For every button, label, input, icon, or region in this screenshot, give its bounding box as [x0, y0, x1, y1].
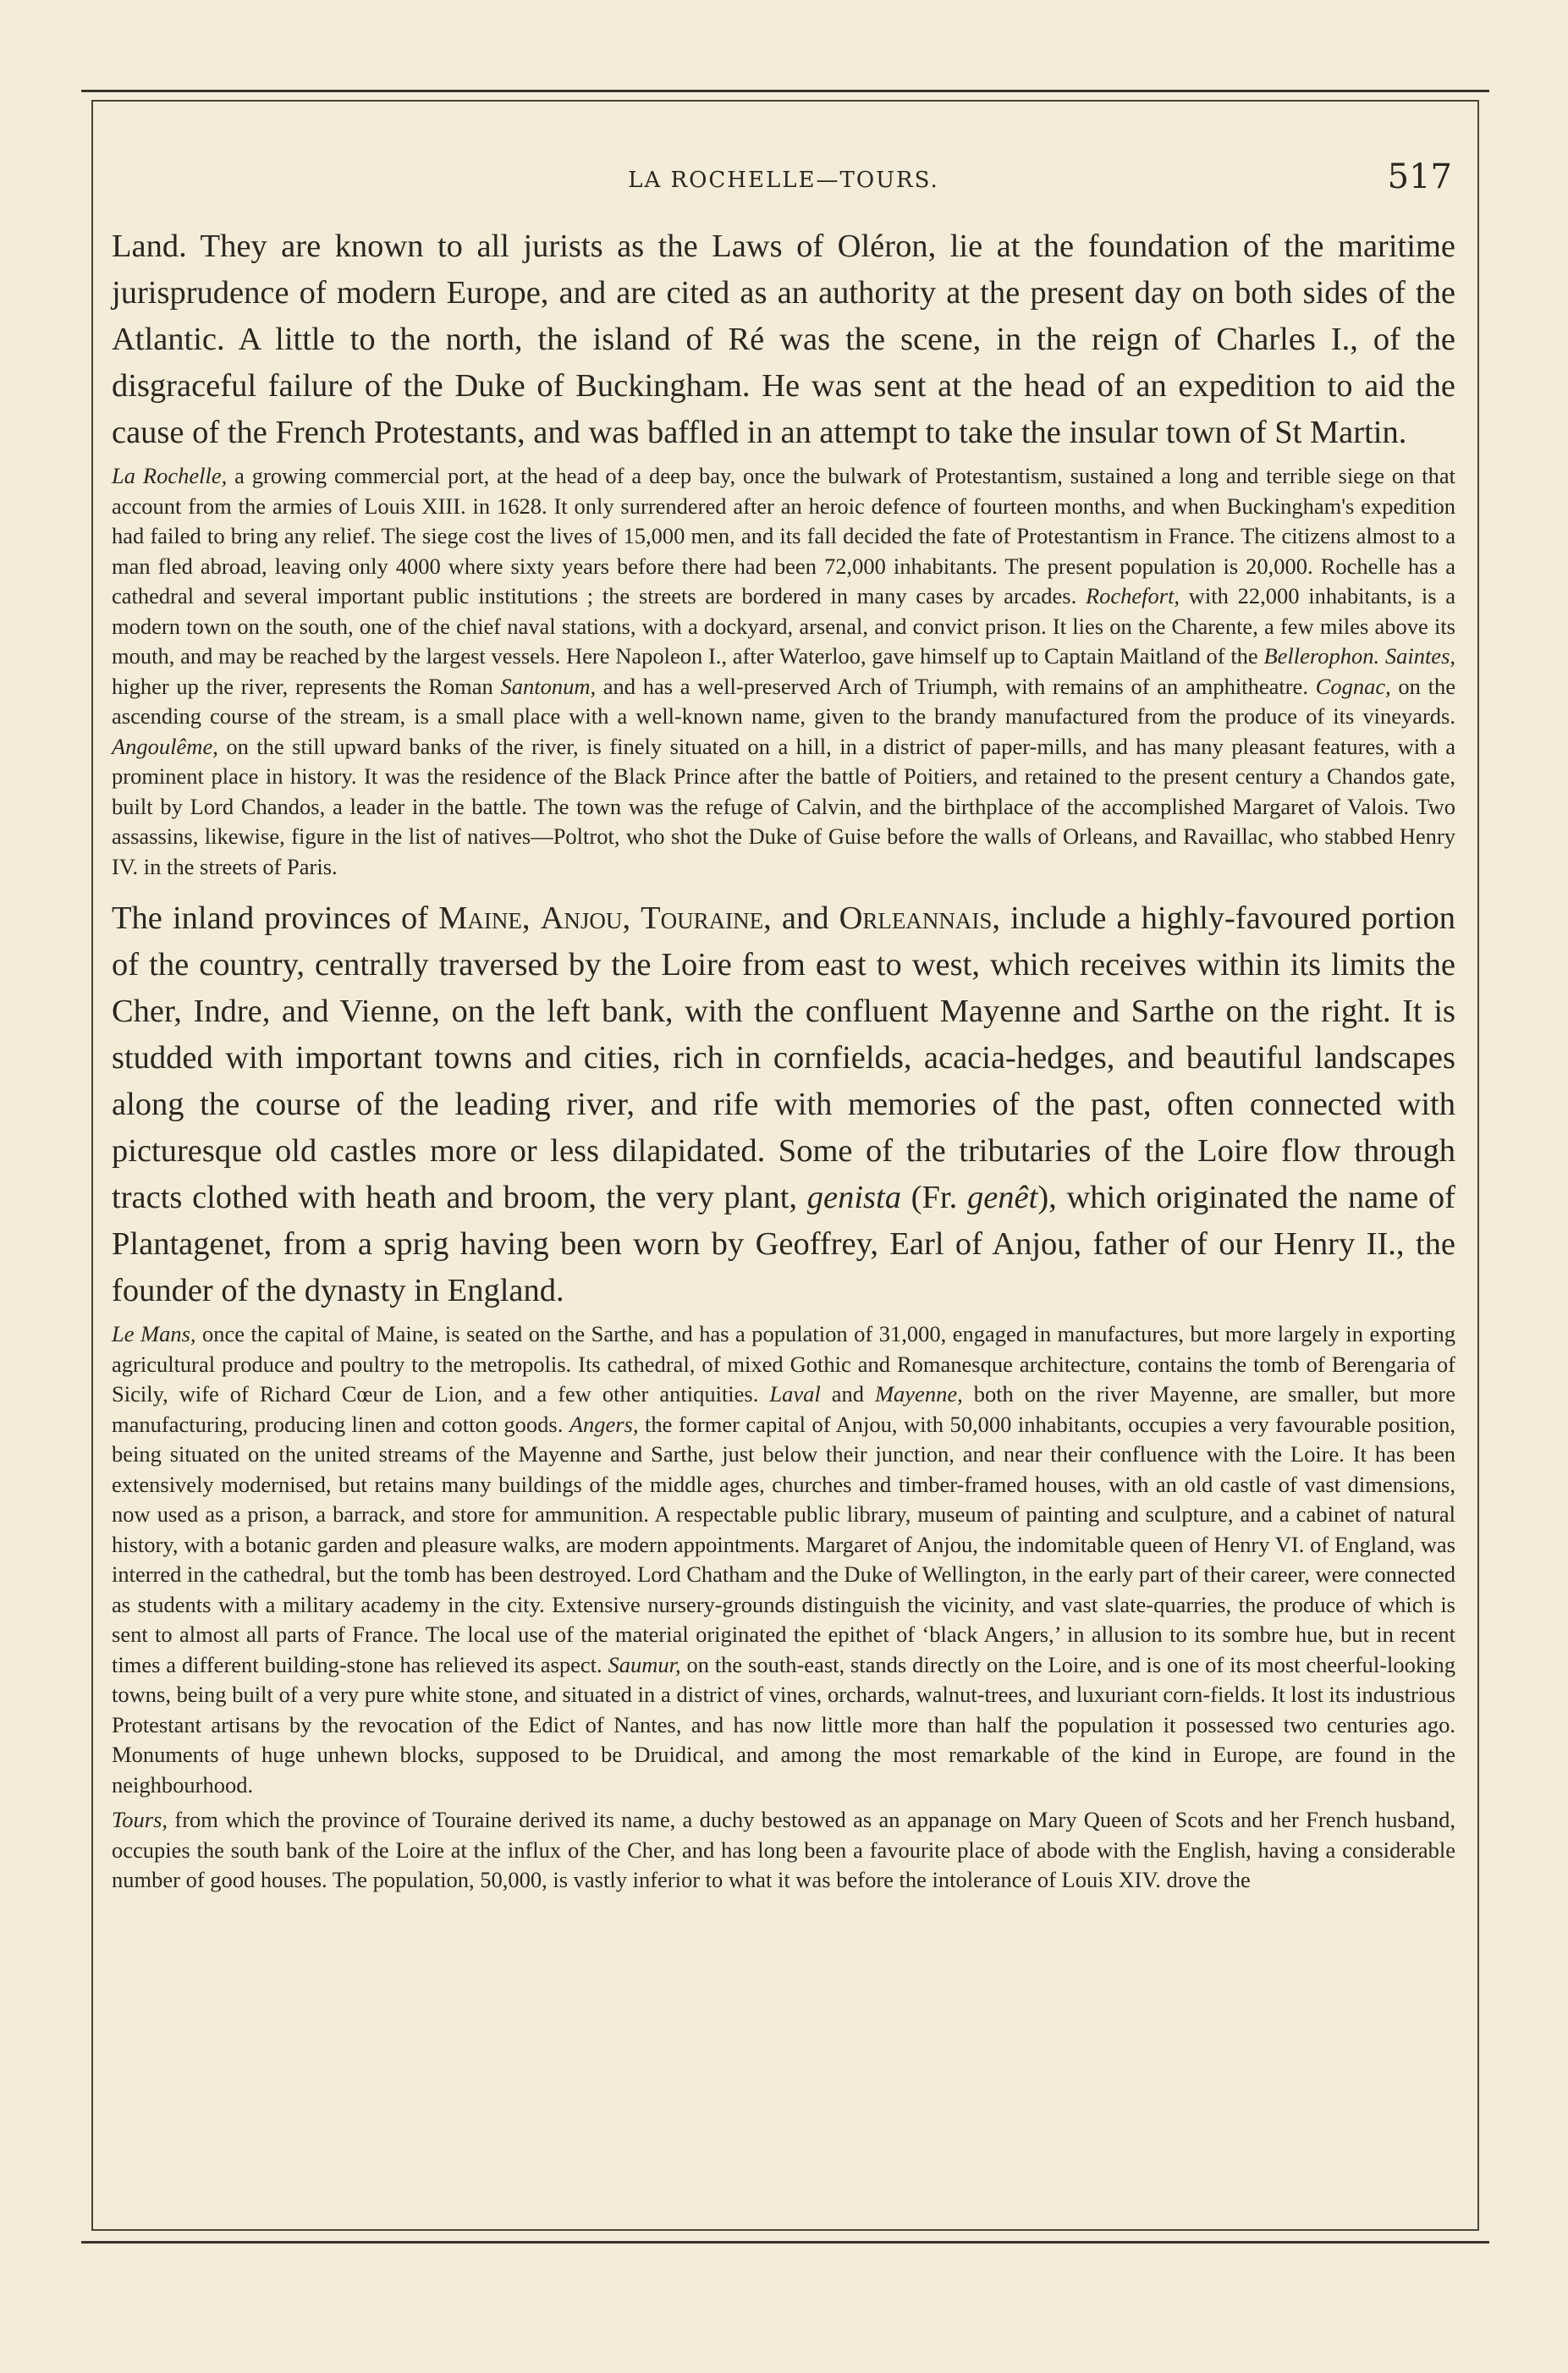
- place-name: Santonum,: [500, 673, 597, 699]
- page-content: [112, 149, 1455, 1896]
- place-name: Rochefort,: [1085, 583, 1180, 608]
- text-run: from which the province of Touraine derived its name, a duchy bestowed as an appanage on Mary Queen of Scots and her French husband, occupies the south bank of the Loire at the influx of the Cher, and has long been a favourite place of abode with the English, having a considerable number of good houses. The population, 50,000, is vastly inferior to what it was before the intolerance of Louis XIV. drove the: [112, 1807, 1455, 1892]
- text-run: with 22,000 inhabitants, is a modern town on the south, one of the chief naval stations, with a dockyard, arsenal, and convict prison. It lies on the Charente, a few miles above its mouth, and may be reached by the largest vessels. Here Napoleon I., after Waterloo, gave himself up to Captain Maitland of the: [112, 583, 1456, 669]
- province-name: Anjou: [540, 900, 623, 936]
- running-head: LA ROCHELLE—TOURS.: [628, 168, 939, 193]
- paragraph-tours: [112, 1805, 1455, 1896]
- province-name: Maine: [438, 900, 522, 936]
- place-name: Saintes,: [1384, 643, 1456, 669]
- text-run: on the still upward banks of the river, is finely situated on a hill, in a district of paper-mills, and has many pleasant features, with a prominent place in history. It was the residence of the Black Prince after the battle of Poitiers, and retained to the present century a Chandos gate, built by Lord Chandos, a leader in the battle. The town was the refuge of Calvin, and the birthplace of the accomplished Margaret of Valois. Two assassins, likewise, figure in the list of natives—Poltrot, who shot the Duke of Guise before the walls of Orleans, and Ravaillac, who stabbed Henry IV. in the streets of Paris.: [112, 733, 1455, 879]
- paragraph-la-rochelle: [112, 461, 1455, 882]
- page-header: [112, 149, 1455, 223]
- text-run: ,: [622, 900, 641, 936]
- place-name: Cognac,: [1315, 673, 1391, 699]
- place-name: Saumur,: [608, 1651, 681, 1677]
- paragraph-laws-of-oleron: Land. They are known to all jurists as the Laws of Oléron, lie at the foundation of the maritime jurisprudence of modern Europe, and are cited as an authority at the present day on both sides of the Atlantic. A little to the north, the island of Ré was the scene, in the reign of Charles I., of the disgraceful failure of the Duke of Buckingham. He was sent at the head of an expedition to aid the cause of the French Protestants, and was baffled in an attempt to take the insular town of St Martin.: [112, 228, 1455, 450]
- province-name: Orleannais: [839, 900, 993, 936]
- province-name: Touraine: [641, 900, 764, 936]
- text-run: higher up the river, represents the Roman: [112, 673, 501, 699]
- place-name: Angers,: [569, 1411, 639, 1437]
- text-run: [1379, 643, 1385, 669]
- page-number: 517: [1387, 157, 1452, 196]
- place-name: Laval: [769, 1381, 821, 1407]
- text-run: and has a well-preserved Arch of Triumph, with remains of an amphitheatre.: [596, 673, 1316, 699]
- paragraph-inland-provinces: [112, 895, 1455, 1314]
- place-name: Angoulême,: [112, 733, 218, 759]
- text-run: ), which originated the name of Plantagenet, from a sprig having been worn by Geoffrey, Earl of Anjou, father of our Henry II., the founder of the dynasty in England.: [112, 1180, 1455, 1308]
- place-name: La Rochelle,: [112, 463, 228, 488]
- place-name: Le Mans,: [112, 1321, 196, 1346]
- place-name: Mayenne,: [874, 1381, 963, 1407]
- text-run: the former capital of Anjou, with 50,000 inhabitants, occupies a very favourable position, being situated on the united streams of the Mayenne and Sarthe, just below their junction, and near their confluence with the Loire. It has been extensively modernised, but retains many buildings of the middle ages, churches and timber-framed houses, with an old castle of vast dimensions, now used as a prison, a barrack, and store for ammunition. A respectable public library, museum of painting and sculpture, and a cabinet of natural history, with a botanic garden and pleasure walks, are modern appointments. Margaret of Anjou, the indomitable queen of Henry VI. of England, was interred in the cathedral, but the tomb has been destroyed. Lord Chatham and the Duke of Wellington, in the early part of their career, were connected as students with a military academy in the city. Extensive nursery-grounds distinguish the vicinity, and vast slate-quarries, the produce of which is sent to almost all parts of France. The local use of the material originated the epithet of ‘black Angers,’ in allusion to its sombre hue, but in recent times a different building-stone has relieved its aspect.: [112, 1411, 1455, 1677]
- place-name: Tours,: [112, 1807, 168, 1832]
- bottom-rule: [81, 2241, 1489, 2244]
- top-rule: [81, 90, 1489, 92]
- text-run: , and: [763, 900, 839, 936]
- text-run: and: [820, 1381, 875, 1407]
- french-term: genêt: [966, 1180, 1038, 1215]
- text-run: on the south-east, stands directly on the Loire, and is one of its most cheerful-looking towns, being built of a very pure white stone, and situated in a district of vines, orchards, walnut-trees, and luxuriant corn-fields. It lost its industrious Protestant artisans by the revocation of the Edict of Nantes, and has now little more than half the population it possessed two centuries ago. Monuments of huge unhewn blocks, supposed to be Druidical, and among the most remarkable of the kind in Europe, are found in the neighbourhood.: [112, 1651, 1455, 1798]
- text-run: , include a highly-favoured portion of the country, centrally traversed by the Loire from east to west, which receives within its limits the Cher, Indre, and Vienne, on the left bank, with the confluent Mayenne and Sarthe on the right. It is studded with important towns and cities, rich in cornfields, acacia-hedges, and beautiful landscapes along the course of the leading river, and rife with memories of the past, often connected with picturesque old castles more or less dilapidated. Some of the tributaries of the Loire flow through tracts clothed with heath and broom, the very plant,: [112, 900, 1456, 1215]
- text-run: once the capital of Maine, is seated on the Sarthe, and has a population of 31,000, engaged in manufactures, but more largely in exporting agricultural produce and poultry to the metropolis. Its cathedral, of mixed Gothic and Romanesque architecture, contains the tomb of Berengaria of Sicily, wife of Richard Cœur de Lion, and a few other antiquities.: [112, 1321, 1455, 1407]
- text-run: on the ascending course of the stream, is a small place with a well-known name, given to the brandy manufactured from the produce of its vineyards.: [112, 673, 1456, 729]
- text-run: The inland provinces of: [112, 900, 439, 936]
- latin-term: genista: [806, 1180, 901, 1215]
- paragraph-le-mans: [112, 1319, 1455, 1800]
- text-run: ,: [521, 900, 541, 936]
- ship-name: Bellerophon.: [1263, 643, 1380, 669]
- text-run: both on the river Mayenne, are smaller, but more manufacturing, producing linen and cotton goods.: [112, 1381, 1455, 1437]
- text-run: (Fr.: [900, 1180, 967, 1215]
- text-run: a growing commercial port, at the head of a deep bay, once the bulwark of Protestantism, sustained a long and terrible siege on that account from the armies of Louis XIII. in 1628. It only surrendered after an heroic defence of fourteen months, and when Buckingham's expedition had failed to bring any relief. The siege cost the lives of 15,000 men, and its fall decided the fate of Protestantism in France. The citizens almost to a man fled abroad, leaving only 4000 where sixty years before there had been 72,000 inhabitants. The present population is 20,000. Rochelle has a cathedral and several important public institutions ; the streets are bordered in many cases by arcades.: [112, 463, 1455, 608]
